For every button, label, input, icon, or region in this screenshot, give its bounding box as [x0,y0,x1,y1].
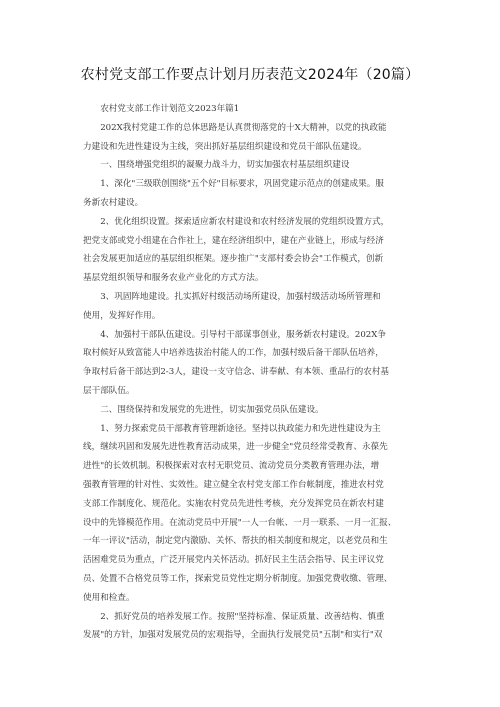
paragraph [83,288,429,326]
paragraph [83,156,429,175]
paragraph-line: 发展"的方针，加强对发展党员的宏观指导，全面执行发展党员"五制"和实行"双 [83,630,383,641]
paragraph-line: 活困难党员为重点，广泛开展党内关怀活动。抓好民主生活会指导、民主评议党 [83,555,384,566]
paragraph-line: 把党支部或党小组建在合作社上，建在经济组织中，建在产业链上，形成与经济 [83,235,384,246]
paragraph [83,175,429,213]
paragraph-line: 员、处置不合格党员等工作，探索党员党性定期分析制度。加强党费收缴、管理、 [83,573,393,584]
paragraph-line: 线，继续巩固和发展先进性教育活动成果，进一步健全"党员经常受教育、永葆先 [83,442,388,453]
paragraph-line: 一年一评议"活动，制定党内激励、关怀、帮扶的相关制度和规定，以老党员和生 [83,536,388,547]
paragraph-line: 取村候好从致富能人中培养选拔治村能人的工作，加强村级后备干部队伍培养， [83,348,384,359]
paragraph-line: 基层党组织领导和服务农业产业化的方式方法。 [83,273,264,284]
paragraph [83,401,429,420]
paragraph-line: 层干部队伍。 [83,385,135,396]
paragraph-line: 二、围绕保持和发展党的先进性，切实加强党员队伍建设。 [100,404,324,415]
paragraph [83,326,429,401]
paragraph-line: 农村党支部工作计划范文2023年篇1 [100,104,240,114]
paragraph-line: 进性"的长效机制。积极探索对农村无职党员、流动党员分类教育管理办法，增 [83,461,380,472]
paragraph-line: 1、努力探索党员干部教育管理新途径。坚持以执政能力和先进性建设为主 [100,423,381,434]
paragraph-line: 社会发展更加适应的基层组织框架。逐步推广"支部村委会协会"工作模式，创新 [83,254,384,265]
paragraph [83,608,429,646]
paragraph-line: 1、深化"三级联创围绕"五个好"目标要求，巩固党建示范点的创建成果。服 [100,179,384,190]
paragraph-line: 2、抓好党员的培养发展工作。按照"坚持标准、保证质量、改善结构、慎重 [100,611,385,622]
paragraph-line: 设中的先锋模范作用。在流动党员中开展"一人一台帐、一月一联系、一月一汇报、 [83,517,397,528]
paragraph-line: 争取村后备干部达到2-3人，建设一支守信念、讲奉献、有本领、重品行的农村基 [83,367,390,378]
paragraph-line: 一、围绕增强党组织的凝聚力战斗力，切实加强农村基层组织建设 [100,160,350,171]
document-body [83,100,429,645]
paragraph-line: 力建设和先进性建设为主线，突出抓好基层组织建设和党员干部队伍建设。 [83,141,367,152]
paragraph-line: 4、加强村干部队伍建设。引导村干部谋事创业，服务新农村建设。202X争 [100,329,386,340]
paragraph-line: 使用和检查。 [83,592,135,603]
paragraph [83,213,429,288]
paragraph-line: 支部工作制度化、规范化。实施农村党员先进性考核，充分发挥党员在新农村建 [83,498,384,509]
paragraph [83,100,429,119]
paragraph-line: 202X我村党建工作的总体思路是认真贯彻落党的十X大精神，以党的执政能 [100,122,387,133]
document-title: 农村党支部工作要点计划月历表范文2024年（20篇） [80,67,420,83]
paragraph-line: 务新农村建设。 [83,197,144,208]
paragraph-line: 强教育管理的针对性、实效性。建立健全农村党支部工作台帐制度，推进农村党 [83,479,384,490]
paragraph [83,420,429,608]
paragraph [83,119,429,157]
paragraph-line: 2、优化组织设置。探索适应新农村建设和农村经济发展的党组织设置方式， [100,216,390,227]
paragraph-line: 使用，发挥好作用。 [83,310,161,321]
paragraph-line: 3、巩固阵地建设。扎实抓好村级活动场所建设，加强村级活动场所管理和 [100,291,381,302]
